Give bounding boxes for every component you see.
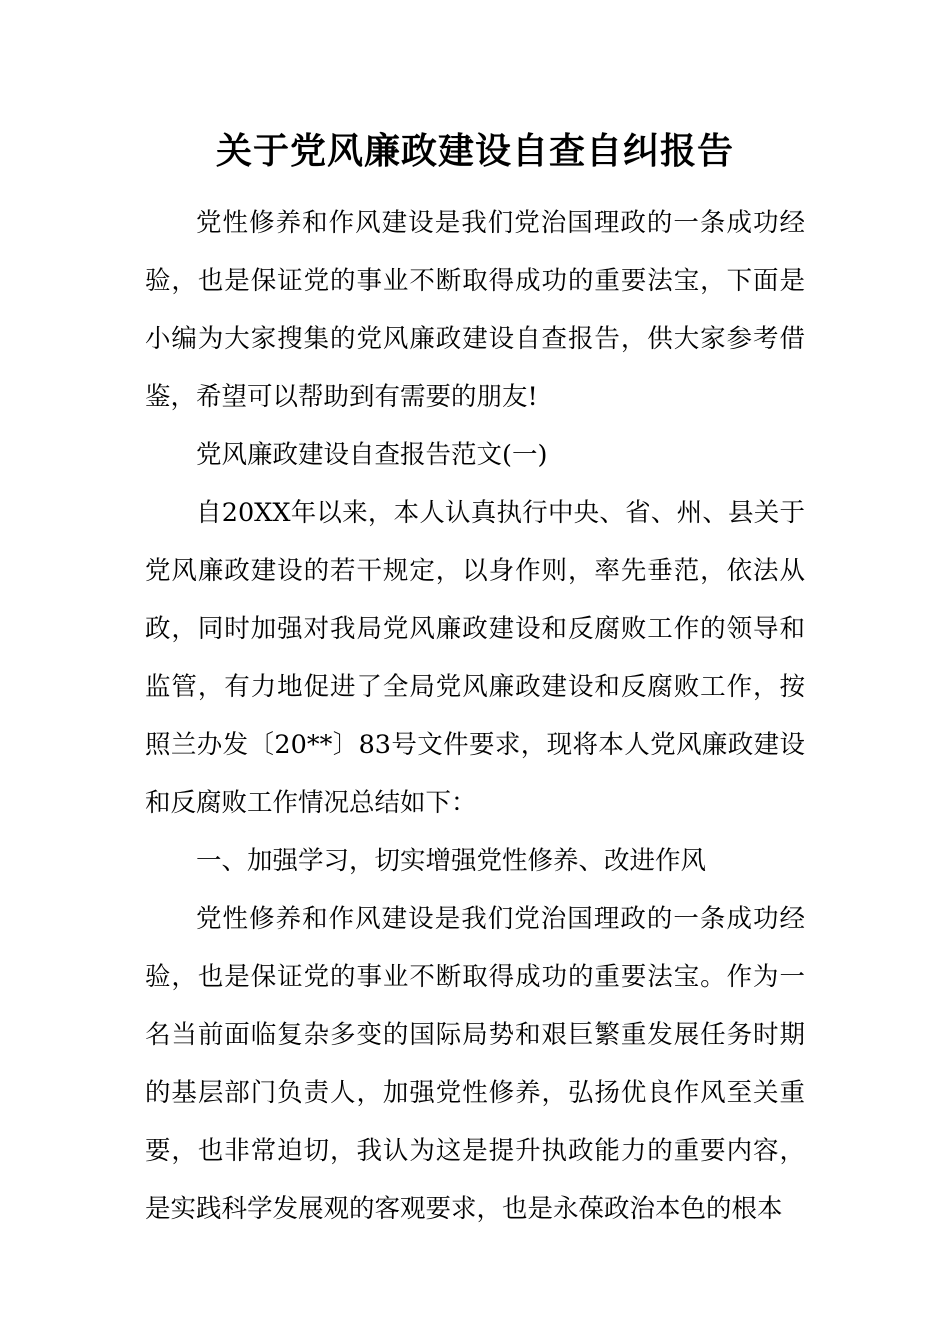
paragraph-summary: 自20XX年以来，本人认真执行中央、省、州、县关于党风廉政建设的若干规定，以身作则，率先垂范，依法从政，同时加强对我局党风廉政建设和反腐败工作的领导和监管，有力地促进了全局党风廉政建设和反腐败工作，按照兰办发〔20**〕83号文件要求，现将本人党风廉政建设和反腐败工作情况总结如下： <box>145 498 805 818</box>
paragraph-sample-heading: 党风廉政建设自查报告范文(一) <box>196 440 548 470</box>
paragraph-section-1: 党性修养和作风建设是我们党治国理政的一条成功经验，也是保证党的事业不断取得成功的重要法宝。作为一名当前面临复杂多变的国际局势和艰巨繁重发展任务时期的基层部门负责人，加强党性修养，弘扬优良作风至关重要，也非常迫切，我认为这是提升执政能力的重要内容，是实践科学发展观的客观要求，也是永葆政治本色的根本 <box>145 904 805 1224</box>
section-heading-1: 一、加强学习，切实增强党性修养、改进作风 <box>196 846 707 876</box>
document-title: 关于党风廉政建设自查自纠报告 <box>215 131 734 172</box>
document-body <box>145 194 805 1238</box>
paragraph-intro: 党性修养和作风建设是我们党治国理政的一条成功经验，也是保证党的事业不断取得成功的重要法宝，下面是小编为大家搜集的党风廉政建设自查报告，供大家参考借鉴，希望可以帮助到有需要的朋友! <box>145 208 805 412</box>
